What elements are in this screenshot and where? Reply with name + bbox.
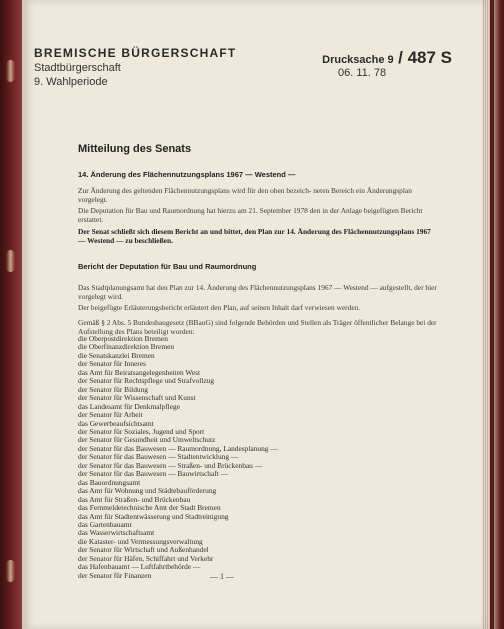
list-item: der Senator für Arbeit bbox=[78, 410, 143, 420]
list-item: der Senator für das Bauwesen — Bauwirtschaft — bbox=[78, 469, 229, 479]
binder-ring bbox=[6, 560, 15, 582]
document-label: Drucksache 9 bbox=[322, 54, 394, 66]
binder-spine-right bbox=[494, 0, 504, 629]
paragraph: Zur Änderung des geltenden Flächennutzungsplans wird für den oben bezeich- neten Bereich ein Änderungsplan vorgelegt. bbox=[78, 186, 412, 204]
list-item: das Fernmeldetechnische Amt der Stadt Bremen bbox=[78, 503, 221, 513]
list-item: das Gartenbauamt bbox=[78, 519, 132, 529]
list-item: das Amt für Stadtentwässerung und Stadtreinigung bbox=[78, 511, 229, 521]
document-title: Mitteilung des Senats bbox=[78, 143, 192, 155]
binder-ring bbox=[6, 60, 15, 82]
list-item: das Gewerbeaufsichtsamt bbox=[78, 418, 154, 428]
list-item: der Senator für das Bauwesen — Stadtentwicklung — bbox=[78, 452, 239, 462]
organization-subtitle: Stadtbürgerschaft bbox=[34, 62, 121, 74]
document-page bbox=[22, 0, 490, 629]
section-heading: Bericht der Deputation für Bau und Raumordnung bbox=[78, 262, 257, 271]
legislative-period: 9. Wahlperiode bbox=[34, 76, 108, 88]
document-number: / 487 S bbox=[398, 48, 452, 67]
page-stack-edge bbox=[482, 0, 490, 629]
paragraph: Das Stadtplanungsamt hat den Plan zur 14. Änderung des Flächennutzungsplans 1967 — Westend — aufgestellt, der hier vorgelegt wird. bbox=[78, 283, 437, 301]
list-item: die Oberpostdirektion Bremen bbox=[78, 334, 168, 343]
binder-ring bbox=[6, 250, 15, 272]
list-item: der Senator für das Bauwesen — Raumordnung, Landesplanung — bbox=[78, 443, 278, 453]
list-item: der Senator für Bildung bbox=[78, 384, 148, 394]
page-number: — 1 — bbox=[210, 572, 234, 581]
organization-name: BREMISCHE BÜRGERSCHAFT bbox=[34, 46, 237, 60]
binder-spine-left bbox=[0, 0, 22, 629]
paragraph: Der beigefügte Erläuterungsbericht erläutert den Plan, auf seinen Inhalt darf verwiesen werden. bbox=[78, 303, 361, 312]
list-item: der Senator für Rechtspflege und Strafvollzug bbox=[78, 376, 215, 386]
document-date: 06. 11. 78 bbox=[338, 67, 387, 79]
list-item: der Senator für Häfen, Schiffahrt und Verkehr bbox=[78, 553, 214, 563]
list-item: der Senator für Gesundheit und Umweltschutz bbox=[78, 435, 216, 445]
list-item: der Senator für Wirtschaft und Außenhandel bbox=[78, 545, 209, 555]
list-item: das Landesamt für Denkmalpflege bbox=[78, 401, 180, 411]
list-item: der Senator für Soziales, Jugend und Sport bbox=[78, 426, 205, 436]
document-reference bbox=[322, 48, 452, 68]
paragraph-resolution: Der Senat schließt sich diesem Bericht an und bittet, den Plan zur 14. Änderung des Flächennutzungsplans 1967 — Westend — zu beschließen. bbox=[78, 227, 431, 245]
list-item: die Oberfinanzdirektion Bremen bbox=[78, 342, 175, 352]
list-item: der Senator für Finanzen bbox=[78, 570, 152, 580]
list-item: die Kataster- und Vermessungsverwaltung bbox=[78, 536, 203, 546]
list-item: das Wasserwirtschaftsamt bbox=[78, 528, 155, 538]
list-item: das Amt für Wohnung und Städtebauförderung bbox=[78, 486, 217, 496]
list-item: der Senator für Wissenschaft und Kunst bbox=[78, 393, 196, 403]
paragraph: Gemäß § 2 Abs. 5 Bundesbaugesetz (BBauG) sind folgende Behörden und Stellen als Träger öffentlicher Belange bei der Aufstellung des Plans beteiligt worden: bbox=[78, 318, 437, 336]
list-item: der Senator für Inneres bbox=[78, 359, 146, 369]
list-item: der Senator für das Bauwesen — Straßen- und Brückenbau — bbox=[78, 460, 263, 470]
agency-list bbox=[78, 335, 378, 580]
list-item: das Hafenbauamt — Luftfahrtbehörde — bbox=[78, 562, 201, 572]
list-item: die Senatskanzlei Bremen bbox=[78, 350, 155, 360]
list-item: das Amt für Beiratsangelegenheiten West bbox=[78, 367, 200, 377]
list-item: das Bauordnungsamt bbox=[78, 477, 141, 487]
paragraph: Die Deputation für Bau und Raumordnung hat hierzu am 21. September 1978 den in der Anlage beigefügten Bericht erstattet. bbox=[78, 206, 423, 224]
document-subheading: 14. Änderung des Flächennutzungsplans 1967 — Westend — bbox=[78, 170, 296, 179]
list-item: das Amt für Straßen- und Brückenbau bbox=[78, 494, 191, 504]
